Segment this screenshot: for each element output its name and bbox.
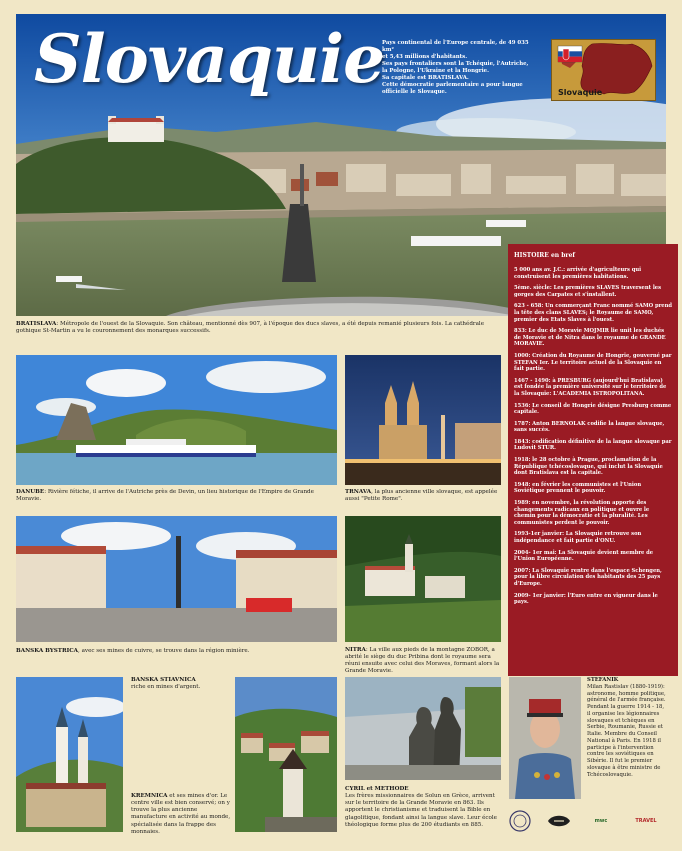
intro-line: Ses pays frontaliers sont la Tchéquie, l'Autriche, — [382, 61, 529, 68]
banska-stiavnica-caption-name: BANSKA STIAVNICA — [131, 677, 196, 683]
europe-map-inset — [551, 39, 656, 101]
intro-line: la Pologne, l'Ukraine et la Hongrie. — [382, 68, 489, 75]
kremnica-photo — [235, 677, 337, 832]
travel-logo-text: TRAVEL — [635, 818, 657, 824]
history-entry: 1787: Anton BERNOLAK codifie la langue slovaque, sans succès. — [514, 420, 665, 434]
history-entry: 2004- 1er mai: La Slovaquie devient membre de l'Union Européenne. — [514, 549, 654, 563]
banska-bystrica-caption — [16, 648, 337, 655]
intro-line: Sa capitale est BRATISLAVA. — [382, 75, 469, 82]
danube-caption — [16, 489, 337, 503]
kremnica-caption-name: KREMNICA — [131, 793, 168, 799]
history-entry: 1948: en février les communistes et l'Union Soviétique prennent le pouvoir. — [514, 481, 642, 495]
banska-stiavnica-caption-text: riche en mines d'argent. — [131, 684, 201, 691]
history-panel — [508, 244, 678, 676]
banska-bystrica-caption-name: BANSKA BYSTRICA — [16, 648, 79, 654]
banska-bystrica-caption-text: , avec ses mines de cuivre, se trouve dans la région minière. — [78, 648, 250, 654]
history-entry: 1918: le 28 octobre à Prague, proclamation de la République tchécoslovaque, qui inclut la Slovaquie dont Bratislava est la capitale. — [514, 457, 663, 477]
danube-caption-text: : Rivière fétiche, il arrive de l'Autriche près de Devin, un lieu historique de l'Empire de Grande Moravie. — [16, 489, 314, 503]
history-entry: 2009- 1er janvier: l'Euro entre en vigueur dans le pays. — [514, 592, 658, 606]
bratislava-caption-text: : Métropole de l'ouest de la Slovaquie. Son château, mentionné dès 907, à l'époque des ducs slaves, a été depuis remanié plusieurs fois. La cathédrale gothique St-Martin a vu le couronnement des monarques successifs. — [16, 321, 485, 335]
seal-logo — [508, 809, 532, 833]
nitra-caption — [345, 647, 501, 676]
history-title: HISTOIRE en bref — [514, 252, 575, 259]
banska-bystrica-photo — [16, 516, 337, 642]
trnava-photo — [345, 355, 501, 485]
history-entry: 5 000 ans av. J.C.: arrivée d'agriculteurs qui construisent les premières habitations. — [514, 267, 642, 280]
cyril-methode-caption-text: Les frères missionnaires de Solun en Grèce, arrivent sur le territoire de la Grande Moravie en 863. Ils apportent le christianisme et traduisent la Bible en glagolitique, fondant ainsi la langue slave. Leur école théologique forme plus de 200 étudiants en 885. — [345, 793, 497, 828]
intro-line: Pays continental de l'Europe centrale, de 49 035 km² — [382, 40, 529, 54]
history-entry: 2007: La Slovaquie rentre dans l'espace Schengen, pour la libre circulation des habitants des 25 pays d'Europe. — [514, 567, 662, 587]
bratislava-caption — [16, 321, 504, 335]
nitra-caption-name: NITRA — [345, 647, 366, 653]
danube-photo — [16, 355, 337, 485]
history-entry: 1467 - 1490: à PRESBURG (aujourd'hui Bratislava) est fondée la première université sur le territoire de la Slovaquie: L'ACADEMIA ISTROPOLITANA. — [514, 377, 667, 397]
banska-stiavnica-photo — [16, 677, 123, 832]
intro-line: Cette démocratie parlementaire a pour langue — [382, 82, 523, 89]
intro-line: et 5,43 millions d'habitants. — [382, 54, 468, 61]
seal-icon — [509, 810, 531, 832]
trnava-caption — [345, 489, 501, 503]
stefanik-caption-name: STEFANIK — [587, 677, 619, 683]
page-title: Slovaquie — [34, 20, 385, 98]
emblem-icon — [546, 812, 572, 830]
history-entry: 1993-1er janvier: La Slovaquie retrouve son indépendance et fait partie d'ONU. — [514, 531, 642, 544]
intro-line: officielle le Slovaque. — [382, 89, 447, 96]
stefanik-portrait — [509, 677, 581, 799]
kremnica-caption-text: et ses mines d'or. Le centre ville est bien conservé; on y trouve la plus ancienne manufacture en activité au monde, spécialisée dans la frappe des monnaies. — [131, 793, 231, 835]
bratislava-caption-name: BRATISLAVA — [16, 321, 57, 327]
trnava-caption-name: TRNAVA — [345, 489, 372, 495]
history-entry: 623 - 658: Un commerçant Franc nommé SAMO prend la tête des clans SLAVES; le Royaume de SAMO, premier des Etats Slaves à l'ouest. — [514, 303, 673, 323]
stefanik-caption — [587, 677, 667, 778]
map-label: Slovaquie — [558, 88, 603, 97]
history-entry: 1000: Création du Royaume de Hongrie, gouverné par STEFAN Ier. Le territoire actuel de la Slovaquie en fait partie. — [514, 352, 672, 373]
mwc-logo: mwc — [594, 818, 608, 824]
trnava-caption-text: , la plus ancienne ville slovaque, est appelée aussi "Petite Rome". — [345, 489, 498, 503]
stefanik-caption-text: Milan Rastislav (1880-1919): astronome, homme politique, général de l'armée française. Pendant la guerre 1914 - 18, il organise les légionnaires slovaques et tchèques en Serbie, Roumanie, Russie et Italie. Membre du Conseil National à Paris. En 1918 il participe à l'intervention contre les soviétiques en Sibérie. Il fut le premier slovaque à être ministre de Tchécoslovaquie. — [587, 683, 666, 778]
cyril-methode-caption — [345, 786, 501, 829]
cyril-methode-photo — [345, 677, 501, 780]
cyril-methode-caption-name: CYRIL et METHODE — [345, 786, 409, 792]
history-entry: 1989: en novembre, la révolution apporte des changements radicaux en politique et ouvre le chemin pour la démocratie et la pluralité. Les communistes perdent le pouvoir. — [514, 500, 650, 526]
travel-logo — [628, 809, 664, 833]
history-entry: 833: Le duc de Moravie MOJMIR lie unit les duchés de Moravie et de Nitra dans le royaume de GRANDE MORAVIE. — [514, 328, 666, 348]
history-entry: 1843: codification définitive de la langue slovaque par Ludovit STUR. — [514, 438, 672, 452]
kremnica-caption — [131, 793, 231, 836]
danube-caption-name: DANUBE — [16, 489, 45, 495]
history-entry: 1536: Le conseil de Hongrie désigne Presburg comme capitale. — [514, 402, 672, 416]
emblem-logo — [545, 809, 573, 833]
nitra-photo — [345, 516, 501, 642]
intro-text — [382, 40, 542, 96]
banska-stiavnica-caption — [131, 677, 231, 691]
nitra-caption-text: : La ville aux pieds de la montagne ZOBOR, a abrité le siège du duc Pribina dont le royaume sera réuni ensuite avec celui des Moraves, formant alors la Grande Moravie. — [345, 647, 500, 675]
history-entry: 5ème. siècle: Les premières SLAVES traversent les gorges des Carpates et s'installent. — [514, 285, 662, 298]
